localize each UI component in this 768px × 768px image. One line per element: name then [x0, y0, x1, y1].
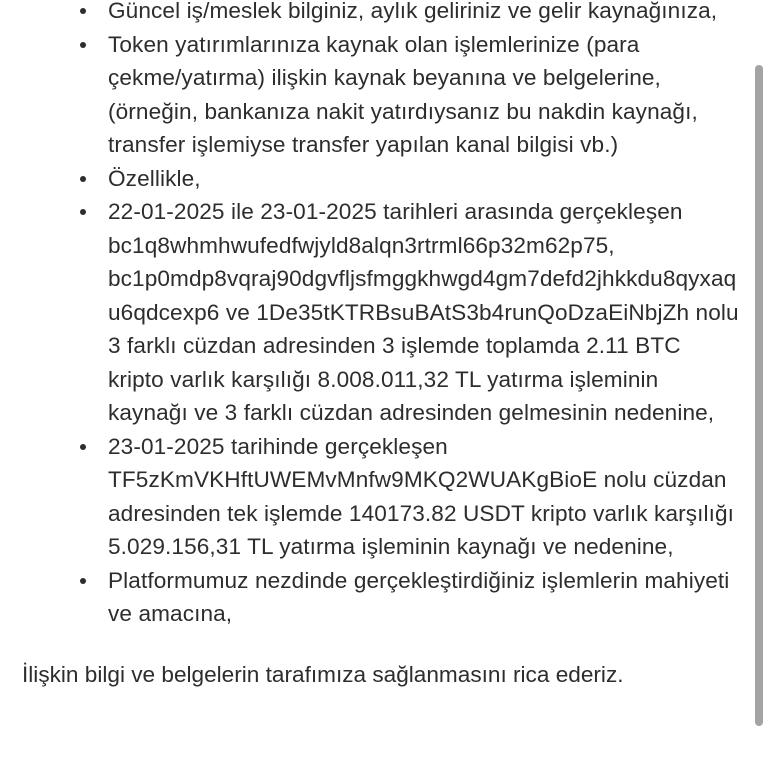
list-item-is-meslek-bilgisi: Güncel iş/meslek bilginiz, aylık geliriniz ve gelir kaynağınıza, — [0, 0, 742, 28]
list-item-islem-mahiyeti: Platformumuz nezdinde gerçekleştirdiğiniz işlemlerin mahiyeti ve amacına, — [0, 564, 742, 631]
list-item-btc-islem: 22-01-2025 ile 23-01-2025 tarihleri arasında gerçekleşen bc1q8whmhwufedfwjyld8alqn3rtrml66p32m62p75, bc1p0mdp8vqraj90dgvfljsfmggkhwgd4gm7defd2jhkkdu8qyxaqu6qdcexp6 ve 1De35tKTRBsuBAtS3b4runQoDzaEiNbjZh nolu 3 farklı cüzdan adresinden 3 işlemde toplamda 2.11 BTC kripto varlık karşılığı 8.008.011,32 TL yatırma işleminin kaynağı ve 3 farklı cüzdan adresinden gelmesinin nedenine, — [0, 195, 742, 430]
trailing-paragraph: İlişkin bilgi ve belgelerin tarafımıza sağlanmasını rica ederiz. — [22, 661, 624, 687]
vertical-scrollbar-track[interactable] — [751, 0, 768, 768]
list-item-usdt-islem: 23-01-2025 tarihinde gerçekleşen TF5zKmVKHftUWEMvMnfw9MKQ2WUAKgBioE nolu cüzdan adresinden tek işlemde 140173.82 USDT kripto varlık karşılığı 5.029.156,31 TL yatırma işleminin kaynağı ve nedenine, — [0, 430, 742, 564]
list-item-token-yatirim-kaynagi: Token yatırımlarınıza kaynak olan işlemlerinize (para çekme/yatırma) ilişkin kaynak beyanına ve belgelerine, (örneğin, bankanıza nakit yatırdıysanız bu nakdin kaynağı, transfer işlemiyse transfer yapılan kanal bilgisi vb.) — [0, 28, 742, 162]
list-item-ozellikle: Özellikle, — [0, 162, 742, 196]
vertical-scrollbar-thumb[interactable] — [755, 65, 763, 726]
